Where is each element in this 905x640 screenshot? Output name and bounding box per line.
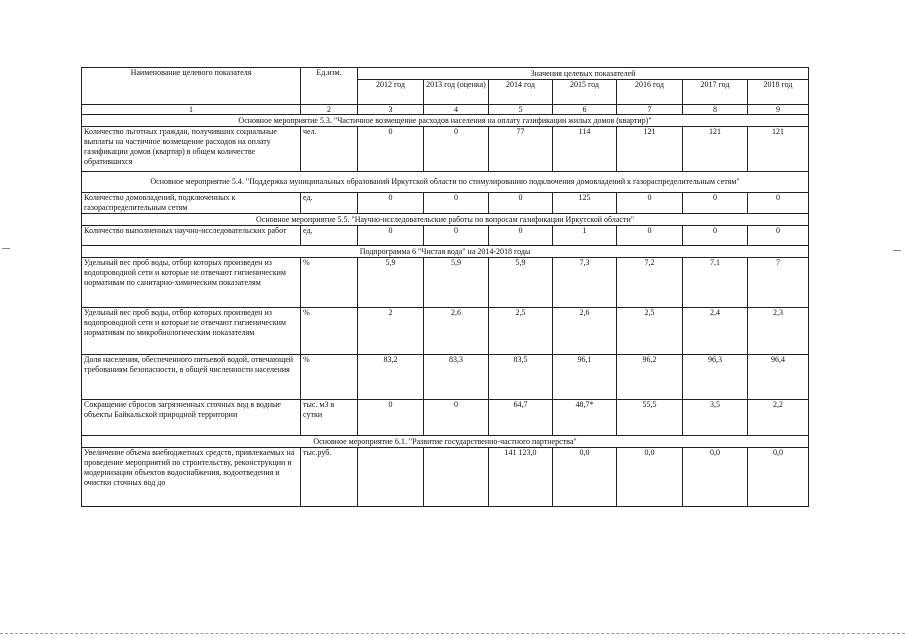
indicator-unit: тыс.руб. bbox=[301, 448, 358, 507]
section-title: Основное мероприятие 5.5. "Научно-исследовательские работы по вопросам газификации Иркутской области" bbox=[82, 214, 809, 226]
indicator-value: 0 bbox=[424, 127, 489, 172]
section-title: Подпрограмма 6 "Чистая вода" на 2014-2018 годы bbox=[82, 246, 809, 258]
indicator-name: Количество выполненных научно-исследовательских работ bbox=[82, 226, 301, 246]
column-number: 2 bbox=[301, 105, 358, 115]
indicator-value: 7 bbox=[748, 258, 809, 308]
indicator-name: Количество домовладений, подключенных к газораспределительным сетям bbox=[82, 193, 301, 214]
column-number: 5 bbox=[489, 105, 553, 115]
indicator-value: 2 bbox=[358, 308, 424, 355]
column-number: 6 bbox=[553, 105, 617, 115]
indicator-value: 125 bbox=[553, 193, 617, 214]
header-values-group: Значения целевых показателей bbox=[358, 68, 809, 80]
indicator-value: 2,4 bbox=[683, 308, 748, 355]
section-row bbox=[82, 436, 809, 448]
header-year: 2014 год bbox=[489, 80, 553, 105]
indicator-value: 96,4 bbox=[748, 355, 809, 400]
indicator-row bbox=[82, 308, 809, 355]
indicator-value: 121 bbox=[748, 127, 809, 172]
indicator-value: 7,1 bbox=[683, 258, 748, 308]
indicator-name: Удельный вес проб воды, отбор которых произведен из водопроводной сети и которые не отвечают гигиеническим нормативам по санитарно-химическим показателям bbox=[82, 258, 301, 308]
scan-mark bbox=[2, 248, 10, 249]
indicator-value: 7,2 bbox=[617, 258, 683, 308]
indicator-value: 114 bbox=[553, 127, 617, 172]
indicator-value: 1 bbox=[553, 226, 617, 246]
indicator-value: 0 bbox=[489, 193, 553, 214]
indicator-row bbox=[82, 355, 809, 400]
indicator-value: 5,9 bbox=[489, 258, 553, 308]
scan-mark bbox=[893, 250, 901, 251]
indicator-value: 5,9 bbox=[424, 258, 489, 308]
header-year: 2012 год bbox=[358, 80, 424, 105]
indicator-unit: ед. bbox=[301, 193, 358, 214]
column-number: 3 bbox=[358, 105, 424, 115]
indicator-value: 77 bbox=[489, 127, 553, 172]
section-row bbox=[82, 115, 809, 127]
indicator-name: Увеличение объема внебюджетных средств, привлекаемых на проведение мероприятий по строительству, реконструкции и модернизации объектов водоснабжения, водоотведения и очистки сточных вод до bbox=[82, 448, 301, 507]
header-row-top bbox=[82, 68, 809, 80]
indicator-value: 0,0 bbox=[683, 448, 748, 507]
indicator-value: 48,7* bbox=[553, 400, 617, 436]
indicator-value: 0 bbox=[683, 226, 748, 246]
indicator-value: 121 bbox=[617, 127, 683, 172]
indicator-value: 5,9 bbox=[358, 258, 424, 308]
indicator-value: 83,5 bbox=[489, 355, 553, 400]
indicator-name: Сокращение сбросов загрязненных сточных вод в водные объекты Байкальской природной территории bbox=[82, 400, 301, 436]
section-row bbox=[82, 172, 809, 193]
indicator-name: Количество льготных граждан, получивших социальные выплаты на частичное возмещение расходов на оплату газификации домов (квартир) в общем количестве обратившихся bbox=[82, 127, 301, 172]
indicator-unit: чел. bbox=[301, 127, 358, 172]
page-bottom-edge bbox=[0, 633, 905, 634]
indicator-value: 0,0 bbox=[748, 448, 809, 507]
indicator-value: 0 bbox=[358, 127, 424, 172]
indicator-value: 96,3 bbox=[683, 355, 748, 400]
indicator-unit: ед. bbox=[301, 226, 358, 246]
column-number: 9 bbox=[748, 105, 809, 115]
indicator-value: 2,6 bbox=[553, 308, 617, 355]
indicator-row bbox=[82, 258, 809, 308]
indicator-value: 0 bbox=[683, 193, 748, 214]
indicator-value: 0 bbox=[617, 226, 683, 246]
header-year: 2017 год bbox=[683, 80, 748, 105]
header-unit-col: Ед.изм. bbox=[301, 68, 358, 105]
header-year: 2015 год bbox=[553, 80, 617, 105]
indicator-value: 0,0 bbox=[617, 448, 683, 507]
indicator-value: 0 bbox=[748, 226, 809, 246]
indicator-unit: тыс. м3 в сутки bbox=[301, 400, 358, 436]
indicator-value: 0 bbox=[424, 226, 489, 246]
indicator-value: 55,5 bbox=[617, 400, 683, 436]
indicator-row bbox=[82, 193, 809, 214]
column-number: 4 bbox=[424, 105, 489, 115]
indicator-row bbox=[82, 127, 809, 172]
indicator-value: 0 bbox=[358, 400, 424, 436]
indicator-value: 2,2 bbox=[748, 400, 809, 436]
indicator-value: 2,5 bbox=[617, 308, 683, 355]
section-title: Основное мероприятие 5.3. "Частичное возмещение расходов населения на оплату газификации жилых домов (квартир)" bbox=[82, 115, 809, 127]
indicator-value: 0 bbox=[489, 226, 553, 246]
section-title: Основное мероприятие 6.1. "Развитие государственно-частного партнерства" bbox=[82, 436, 809, 448]
indicator-value: 64,7 bbox=[489, 400, 553, 436]
indicator-value: 141 123,0 bbox=[489, 448, 553, 507]
indicator-unit: % bbox=[301, 355, 358, 400]
column-number: 7 bbox=[617, 105, 683, 115]
indicator-unit: % bbox=[301, 258, 358, 308]
section-title: Основное мероприятие 5.4. "Поддержка муниципальных образований Иркутской области по стимулированию подключения домовладений к газораспределительным сетям" bbox=[82, 172, 809, 193]
indicator-unit: % bbox=[301, 308, 358, 355]
section-row bbox=[82, 246, 809, 258]
indicator-value: 7,3 bbox=[553, 258, 617, 308]
indicator-row bbox=[82, 226, 809, 246]
target-indicators-table bbox=[81, 67, 809, 507]
indicator-value: 83,2 bbox=[358, 355, 424, 400]
indicator-value: 2,6 bbox=[424, 308, 489, 355]
indicator-value: 96,2 bbox=[617, 355, 683, 400]
indicator-value: 96,1 bbox=[553, 355, 617, 400]
header-year: 2013 год (оценка) bbox=[424, 80, 489, 105]
column-number: 8 bbox=[683, 105, 748, 115]
indicator-row bbox=[82, 400, 809, 436]
indicator-value: 0 bbox=[748, 193, 809, 214]
indicator-value: 0 bbox=[424, 400, 489, 436]
section-row bbox=[82, 214, 809, 226]
indicator-name: Удельный вес проб воды, отбор которых произведен из водопроводной сети и которые не отвечают гигиеническим нормативам по микробиологическим показателям bbox=[82, 308, 301, 355]
header-name-col: Наименование целевого показателя bbox=[82, 68, 301, 105]
indicator-value: 0,0 bbox=[553, 448, 617, 507]
header-year: 2018 год bbox=[748, 80, 809, 105]
indicator-value: 0 bbox=[424, 193, 489, 214]
indicator-value: 2,3 bbox=[748, 308, 809, 355]
indicator-value: 0 bbox=[358, 193, 424, 214]
indicator-value: 83,3 bbox=[424, 355, 489, 400]
indicator-value: 0 bbox=[617, 193, 683, 214]
indicator-value: 2,5 bbox=[489, 308, 553, 355]
indicator-value bbox=[424, 448, 489, 507]
indicator-row bbox=[82, 448, 809, 507]
header-year: 2016 год bbox=[617, 80, 683, 105]
indicator-name: Доля населения, обеспеченного питьевой водой, отвечающей требованиям безопасности, в общей численности населения bbox=[82, 355, 301, 400]
indicator-value: 3,5 bbox=[683, 400, 748, 436]
column-numbers-row bbox=[82, 105, 809, 115]
column-number: 1 bbox=[82, 105, 301, 115]
indicator-value: 121 bbox=[683, 127, 748, 172]
indicator-value: 0 bbox=[358, 226, 424, 246]
indicator-value bbox=[358, 448, 424, 507]
